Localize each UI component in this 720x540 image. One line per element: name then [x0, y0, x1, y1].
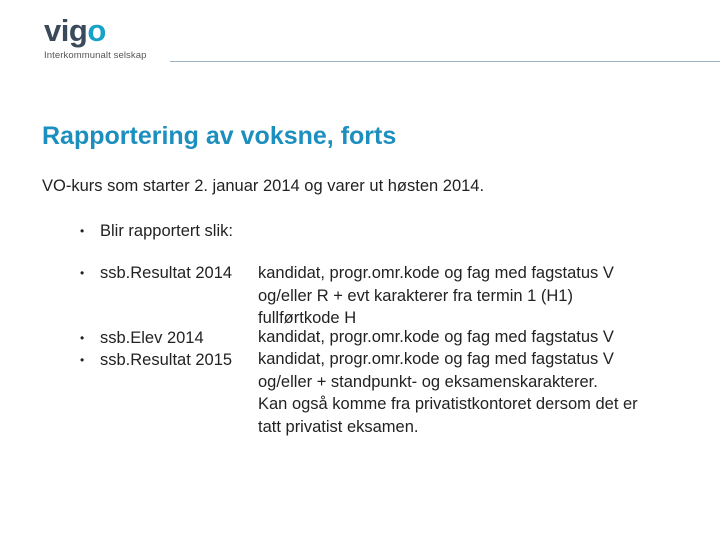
description-resultat-2015	[258, 348, 638, 438]
description-line: og/eller + standpunkt- og eksamenskarakterer.	[258, 372, 598, 391]
description-line: kandidat, progr.omr.kode og fag med fagstatus V	[258, 264, 614, 282]
bullet-dot: •	[80, 224, 85, 238]
header-divider	[170, 61, 720, 62]
logo-letter-v: v	[44, 13, 61, 48]
bullet-label: ssb.Resultat 2014	[100, 264, 233, 282]
bullet-dot: •	[80, 331, 85, 345]
bullet-label: Blir rapportert slik:	[100, 222, 233, 240]
description-line: kandidat, progr.omr.kode og fag med fagstatus V	[258, 350, 614, 368]
logo-tagline: Interkommunalt selskap	[44, 50, 147, 61]
logo-wordmark	[44, 14, 147, 48]
description-line: og/eller R + evt karakterer fra termin 1 (H1)	[258, 286, 573, 305]
description-elev-2014	[258, 326, 614, 349]
description-line: fullførtkode H	[258, 309, 357, 327]
vigo-logo	[44, 14, 147, 61]
description-line: Kan også komme fra privatistkontoret dersom det er	[258, 395, 638, 413]
bullet-label: ssb.Resultat 2015	[100, 351, 233, 369]
description-line: kandidat, progr.omr.kode og fag med fagstatus V	[258, 328, 614, 346]
logo-letter-o: o	[87, 13, 106, 48]
intro-text: VO-kurs som starter 2. januar 2014 og varer ut høsten 2014.	[42, 177, 485, 195]
description-resultat-2014	[258, 262, 614, 330]
logo-letter-i: i	[60, 13, 69, 48]
bullet-label: ssb.Elev 2014	[100, 329, 204, 347]
slide-title: Rapportering av voksne, forts	[42, 122, 397, 150]
bullet-dot: •	[80, 266, 85, 280]
description-line: tatt privatist eksamen.	[258, 417, 419, 436]
logo-letter-g: g	[68, 13, 88, 48]
bullet-dot: •	[80, 353, 85, 367]
